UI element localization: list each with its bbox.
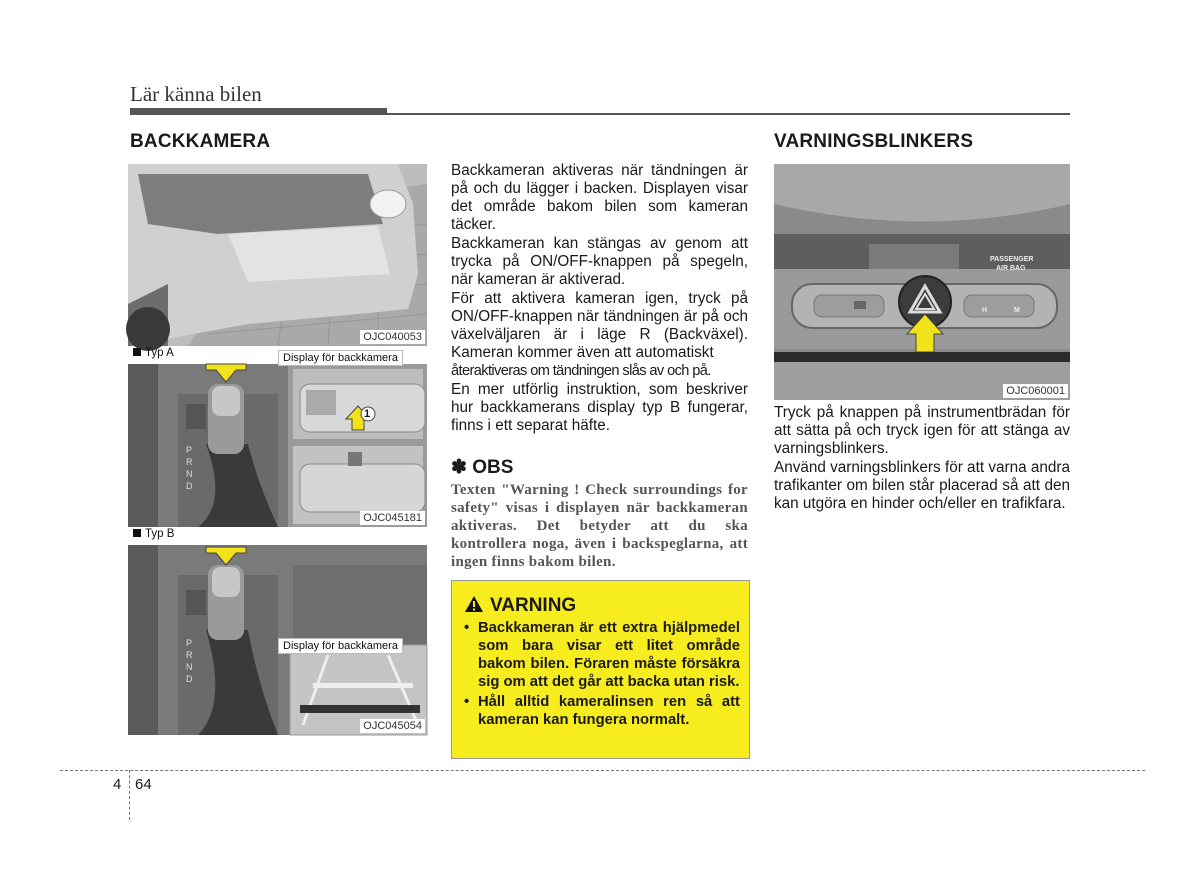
dashboard-illustration bbox=[774, 164, 1070, 400]
paragraph-4: En mer utförlig instruktion, som beskriver hur backkamerans display typ B fungerar, finns i ett separat häfte. bbox=[451, 381, 748, 434]
figure-hazard-button bbox=[774, 164, 1070, 400]
footer-dashed-rule bbox=[60, 770, 1145, 771]
typ-b-text: Typ B bbox=[145, 528, 175, 540]
warning-item-1: • Backkameran är ett extra hjälpmedel som bara visar ett litet område bakom bilen. Föraren måste försäkra sig om att det går att backa utan risk. bbox=[460, 619, 740, 691]
figure-car-rear bbox=[128, 164, 427, 346]
figure-code-4: OJC060001 bbox=[1003, 384, 1068, 398]
marker-1: 1 bbox=[364, 408, 371, 420]
button-m-label: M bbox=[1014, 307, 1020, 314]
warning-triangle-icon bbox=[464, 595, 484, 613]
varningsblinkers-body-text bbox=[774, 404, 1070, 514]
warning-list bbox=[460, 619, 740, 731]
paragraph-2: Använd varningsblinkers för att varna andra trafikanter om bilen står placerad så att den kan utgöra en hinder och/eller en trafikfara. bbox=[774, 459, 1070, 512]
gear-letter-d: D bbox=[186, 674, 193, 684]
header-rule-thick bbox=[130, 108, 387, 115]
typ-a-text: Typ A bbox=[145, 347, 174, 359]
square-bullet-icon bbox=[133, 529, 141, 537]
typ-b-label bbox=[133, 528, 174, 540]
warning-title-text: VARNING bbox=[490, 595, 577, 616]
figure-code-3: OJC045054 bbox=[360, 719, 425, 733]
section-title-backkamera: BACKKAMERA bbox=[130, 131, 271, 152]
section-title-varningsblinkers: VARNINGSBLINKERS bbox=[774, 131, 974, 152]
gear-letter-n: N bbox=[186, 469, 193, 479]
page-header-title: Lär känna bilen bbox=[130, 82, 262, 106]
backkamera-body-text bbox=[451, 162, 748, 436]
display-label-b: Display för backkamera bbox=[278, 638, 403, 654]
chapter-number: 4 bbox=[113, 776, 122, 793]
square-bullet-icon bbox=[133, 348, 141, 356]
typ-a-label bbox=[133, 347, 174, 359]
paragraph-2: Backkameran kan stängas av genom att trycka på ON/OFF-knappen på spegeln, när kameran är aktiverad. bbox=[451, 235, 748, 288]
paragraph-3: För att aktivera kameran igen, tryck på ON/OFF-knappen när tändningen är på och växelväljaren är i läge R (Backväxel). Kameran kommer även att automatiskt bbox=[451, 290, 748, 361]
gear-letters-b bbox=[186, 637, 193, 685]
paragraph-1: Tryck på knappen på instrumentbrädan för att sätta på och tryck igen för att stänga av varningsblinkers. bbox=[774, 404, 1070, 457]
paragraph-3-continued: återaktiveras om tändningen slås av och på. bbox=[451, 363, 711, 379]
gear-letters-a bbox=[186, 444, 193, 492]
gear-letter-d: D bbox=[186, 481, 193, 491]
header-rule-thin bbox=[387, 113, 1070, 115]
airbag-label-1: PASSENGER bbox=[990, 256, 1034, 263]
gear-letter-n: N bbox=[186, 662, 193, 672]
gear-letter-p: P bbox=[186, 638, 193, 648]
gear-letter-r: R bbox=[186, 650, 193, 660]
gear-letter-r: R bbox=[186, 457, 193, 467]
display-label-a: Display för backkamera bbox=[278, 350, 403, 366]
obs-title: ✽ OBS bbox=[451, 457, 514, 478]
footer-dashed-divider bbox=[129, 770, 130, 820]
car-rear-illustration bbox=[128, 164, 427, 346]
button-h-label: H bbox=[982, 307, 988, 314]
page-number: 64 bbox=[135, 776, 152, 793]
figure-code-1: OJC040053 bbox=[360, 330, 425, 344]
warning-title bbox=[464, 595, 576, 617]
warning-item-2: • Håll alltid kameralinsen ren så att kameran kan fungera normalt. bbox=[460, 693, 740, 729]
paragraph-1: Backkameran aktiveras när tändningen är på och du lägger i backen. Displayen visar det område bakom bilen som kameran täcker. bbox=[451, 162, 748, 233]
gear-letter-p: P bbox=[186, 445, 193, 455]
warning-box bbox=[451, 580, 750, 759]
figure-code-2: OJC045181 bbox=[360, 511, 425, 525]
figure-typ-b bbox=[128, 545, 427, 735]
airbag-label-2: AIR BAG bbox=[996, 265, 1026, 272]
gear-selector-illustration-a bbox=[128, 364, 427, 527]
obs-text: Texten "Warning ! Check surroundings for safety" visas i displayen när backkameran aktiveras. Det betyder att du ska kontrollera noga, även i backspeglarna, att ingen finns bakom bilen. bbox=[451, 482, 748, 570]
